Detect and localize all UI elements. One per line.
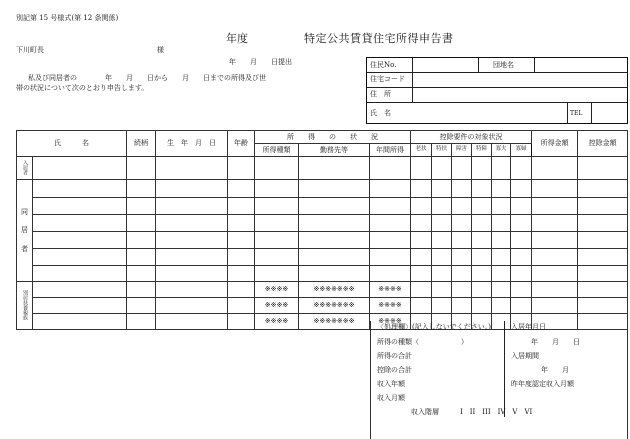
deduction-cell[interactable] bbox=[432, 198, 452, 215]
deduction-amount-cell[interactable] bbox=[578, 249, 628, 266]
relation-cell[interactable] bbox=[127, 298, 156, 314]
income-amount-cell[interactable] bbox=[532, 215, 578, 232]
annual-income-cell[interactable] bbox=[370, 232, 411, 249]
table-row bbox=[17, 157, 628, 180]
workplace-cell[interactable] bbox=[299, 232, 370, 249]
submit-date: 年 月 日提出 bbox=[229, 58, 292, 66]
age-cell[interactable] bbox=[228, 249, 255, 266]
deduction-cell[interactable] bbox=[492, 215, 511, 232]
deduction-amount-header: 控除金額 bbox=[578, 131, 628, 157]
deduction-cell[interactable] bbox=[492, 282, 511, 298]
birth-date-cell[interactable] bbox=[156, 282, 228, 298]
name-cell[interactable] bbox=[33, 298, 127, 314]
birth-date-cell[interactable] bbox=[156, 266, 228, 282]
deduction-cell[interactable] bbox=[432, 249, 452, 266]
office-use-section bbox=[370, 321, 628, 439]
deduction-cell[interactable] bbox=[492, 198, 511, 215]
deduction-cell[interactable] bbox=[472, 198, 492, 215]
table-row bbox=[17, 266, 628, 282]
tenant-side-label: 入居者 bbox=[17, 157, 33, 180]
age-cell[interactable] bbox=[228, 198, 255, 215]
birth-date-cell[interactable] bbox=[156, 180, 228, 198]
deduction-cell[interactable] bbox=[511, 298, 532, 314]
deduction-cell[interactable] bbox=[432, 298, 452, 314]
birth-date-cell[interactable] bbox=[156, 298, 228, 314]
deduction-cell[interactable] bbox=[492, 180, 511, 198]
honorific: 様 bbox=[157, 46, 164, 54]
age-cell[interactable] bbox=[228, 314, 255, 330]
age-cell[interactable] bbox=[228, 282, 255, 298]
deduction-cell[interactable] bbox=[511, 266, 532, 282]
cohabitant-side-label: 同 居 者 bbox=[17, 180, 33, 282]
deduction-cell[interactable] bbox=[472, 282, 492, 298]
name-header: 氏 名 bbox=[17, 131, 127, 157]
name-cell[interactable] bbox=[33, 249, 127, 266]
income-type-cell[interactable] bbox=[255, 266, 299, 282]
deduction-cell[interactable] bbox=[432, 282, 452, 298]
residence-period-value: 年 月 bbox=[541, 366, 569, 374]
deduction-col-0: 老扶 bbox=[411, 144, 432, 157]
income-amount-cell[interactable] bbox=[532, 282, 578, 298]
workplace-header: 勤務先等 bbox=[299, 144, 370, 157]
masked-workplace: ※※※※※※※ bbox=[299, 298, 370, 314]
annual-income-cell[interactable] bbox=[370, 157, 411, 180]
annual-income-cell[interactable] bbox=[370, 180, 411, 198]
deduction-cell[interactable] bbox=[432, 215, 452, 232]
deduction-cell[interactable] bbox=[511, 215, 532, 232]
age-header: 年齢 bbox=[228, 131, 255, 157]
age-cell[interactable] bbox=[228, 298, 255, 314]
tel-label: TEL bbox=[570, 110, 583, 117]
deduction-cell[interactable] bbox=[432, 266, 452, 282]
relation-header: 続柄 bbox=[127, 131, 156, 157]
deduction-cell[interactable] bbox=[511, 180, 532, 198]
address-label: 住 所 bbox=[370, 90, 391, 98]
form-number: 別記第 15 号様式(第 12 条関係) bbox=[16, 14, 119, 22]
relation-cell[interactable] bbox=[127, 282, 156, 298]
age-cell[interactable] bbox=[228, 215, 255, 232]
move-in-date-value: 年 月 日 bbox=[531, 338, 580, 346]
name-cell[interactable] bbox=[33, 282, 127, 298]
table-row bbox=[17, 215, 628, 232]
deduction-cell[interactable] bbox=[452, 180, 472, 198]
applicant-box bbox=[366, 57, 628, 124]
masked-workplace: ※※※※※※※ bbox=[299, 282, 370, 298]
masked-annual-income: ※※※※ bbox=[370, 298, 411, 314]
deduction-cell[interactable] bbox=[472, 298, 492, 314]
relation-cell[interactable] bbox=[127, 266, 156, 282]
deduction-col-4: 寡夫 bbox=[492, 144, 511, 157]
workplace-cell[interactable] bbox=[299, 198, 370, 215]
deduction-cell[interactable] bbox=[411, 198, 432, 215]
addressee: 下川町長 bbox=[16, 46, 44, 54]
name-cell[interactable] bbox=[33, 215, 127, 232]
deduction-cell[interactable] bbox=[511, 157, 532, 180]
deduction-cell[interactable] bbox=[472, 157, 492, 180]
birth-date-header: 生 年 月 日 bbox=[156, 131, 228, 157]
masked-annual-income: ※※※※ bbox=[370, 314, 411, 330]
deduction-cell[interactable] bbox=[511, 232, 532, 249]
deduction-cell[interactable] bbox=[432, 232, 452, 249]
deduction-cell[interactable] bbox=[511, 282, 532, 298]
income-amount-cell[interactable] bbox=[532, 232, 578, 249]
deduction-amount-cell[interactable] bbox=[578, 266, 628, 282]
name-label: 氏 名 bbox=[370, 109, 391, 117]
deduction-cell[interactable] bbox=[511, 198, 532, 215]
income-amount-cell[interactable] bbox=[532, 266, 578, 282]
form-title: 特定公共賃貸住宅所得申告書 bbox=[304, 32, 454, 45]
birth-date-cell[interactable] bbox=[156, 157, 228, 180]
age-cell[interactable] bbox=[228, 266, 255, 282]
masked-income-type: ※※※※ bbox=[255, 282, 299, 298]
birth-date-cell[interactable] bbox=[156, 314, 228, 330]
complex-name-field[interactable] bbox=[535, 58, 627, 71]
deduction-cell[interactable] bbox=[452, 215, 472, 232]
deduction-cell[interactable] bbox=[411, 266, 432, 282]
resident-no-field[interactable] bbox=[413, 58, 477, 71]
income-type-cell[interactable] bbox=[255, 215, 299, 232]
workplace-cell[interactable] bbox=[299, 180, 370, 198]
workplace-cell[interactable] bbox=[299, 157, 370, 180]
income-type-cell[interactable] bbox=[255, 232, 299, 249]
deduction-cell[interactable] bbox=[452, 157, 472, 180]
name-field[interactable] bbox=[413, 103, 566, 122]
masked-annual-income: ※※※※ bbox=[370, 282, 411, 298]
deduction-cell[interactable] bbox=[492, 249, 511, 266]
relation-cell[interactable] bbox=[127, 180, 156, 198]
birth-date-cell[interactable] bbox=[156, 198, 228, 215]
annual-income-cell[interactable] bbox=[370, 266, 411, 282]
deduction-amount-cell[interactable] bbox=[578, 215, 628, 232]
income-grade-values: I II III IV V VI bbox=[460, 408, 533, 416]
annual-income-label: 収入年額 bbox=[377, 380, 405, 388]
name-cell[interactable] bbox=[33, 266, 127, 282]
deduction-cell[interactable] bbox=[472, 232, 492, 249]
complex-name-label: 団地名 bbox=[493, 61, 514, 69]
deduction-cell[interactable] bbox=[472, 249, 492, 266]
masked-income-type: ※※※※ bbox=[255, 298, 299, 314]
deduction-cell[interactable] bbox=[411, 232, 432, 249]
statement-line-1: 私及び同居者の 年 月 日から 月 日までの所得及び世 bbox=[28, 74, 266, 82]
table-row bbox=[17, 232, 628, 249]
age-cell[interactable] bbox=[228, 157, 255, 180]
workplace-cell[interactable] bbox=[299, 266, 370, 282]
workplace-cell[interactable] bbox=[299, 215, 370, 232]
birth-date-cell[interactable] bbox=[156, 215, 228, 232]
name-cell[interactable] bbox=[33, 157, 127, 180]
income-status-header: 所 得 の 状 況 bbox=[255, 131, 411, 144]
deduction-cell[interactable] bbox=[472, 215, 492, 232]
name-cell[interactable] bbox=[33, 314, 127, 330]
deduction-cell[interactable] bbox=[511, 249, 532, 266]
annual-income-cell[interactable] bbox=[370, 198, 411, 215]
deduction-amount-cell[interactable] bbox=[578, 180, 628, 198]
income-amount-cell[interactable] bbox=[532, 249, 578, 266]
income-amount-cell[interactable] bbox=[532, 180, 578, 198]
deduction-cell[interactable] bbox=[411, 215, 432, 232]
income-amount-cell[interactable] bbox=[532, 198, 578, 215]
birth-date-cell[interactable] bbox=[156, 249, 228, 266]
table-row bbox=[17, 249, 628, 266]
tel-field[interactable] bbox=[592, 103, 627, 122]
deduction-cell[interactable] bbox=[432, 180, 452, 198]
deduction-cell[interactable] bbox=[411, 298, 432, 314]
deduction-cell[interactable] bbox=[472, 266, 492, 282]
deduction-cell[interactable] bbox=[452, 198, 472, 215]
office-use-heading: 〈処理欄〉(記入しないでください。) bbox=[377, 323, 491, 331]
income-type-header: 所得種類 bbox=[255, 144, 299, 157]
deduction-cell[interactable] bbox=[411, 180, 432, 198]
name-cell[interactable] bbox=[33, 198, 127, 215]
relation-cell[interactable] bbox=[127, 198, 156, 215]
residence-period-label: 入居期間 bbox=[511, 352, 539, 360]
table-row bbox=[17, 180, 628, 198]
age-cell[interactable] bbox=[228, 180, 255, 198]
statement-line-2: 帯の状況について次のとおり申告します。 bbox=[16, 84, 149, 92]
move-in-date-label: 入居年月日 bbox=[511, 323, 546, 331]
income-grade-label: 収入階層 bbox=[411, 408, 439, 416]
deduction-status-header: 控除要件の対象状況 bbox=[411, 131, 532, 144]
address-field[interactable] bbox=[413, 88, 627, 101]
deduction-cell[interactable] bbox=[492, 298, 511, 314]
masked-income-type: ※※※※ bbox=[255, 314, 299, 330]
income-type-cell[interactable] bbox=[255, 249, 299, 266]
separate-dependent-side-label: 別居扶養親族 bbox=[17, 282, 33, 330]
income-kind-label: 所得の種類（ ） bbox=[377, 338, 468, 346]
deduction-cell[interactable] bbox=[492, 266, 511, 282]
resident-no-label: 住民No. bbox=[370, 61, 397, 69]
relation-cell[interactable] bbox=[127, 249, 156, 266]
relation-cell[interactable] bbox=[127, 157, 156, 180]
age-cell[interactable] bbox=[228, 232, 255, 249]
deduction-cell[interactable] bbox=[452, 249, 472, 266]
monthly-income-label: 収入月額 bbox=[377, 394, 405, 402]
deduction-amount-cell[interactable] bbox=[578, 282, 628, 298]
income-type-cell[interactable] bbox=[255, 180, 299, 198]
deduction-cell[interactable] bbox=[492, 232, 511, 249]
deduction-amount-cell[interactable] bbox=[578, 298, 628, 314]
deduction-total-label: 控除の合計 bbox=[377, 366, 412, 374]
deduction-cell[interactable] bbox=[432, 157, 452, 180]
deduction-cell[interactable] bbox=[452, 266, 472, 282]
deduction-col-1: 特扶 bbox=[432, 144, 452, 157]
annual-income-cell[interactable] bbox=[370, 249, 411, 266]
income-amount-cell[interactable] bbox=[532, 298, 578, 314]
deduction-col-2: 障害 bbox=[452, 144, 472, 157]
name-cell[interactable] bbox=[33, 232, 127, 249]
income-amount-cell[interactable] bbox=[532, 157, 578, 180]
deduction-cell[interactable] bbox=[411, 282, 432, 298]
table-row bbox=[17, 298, 628, 314]
birth-date-cell[interactable] bbox=[156, 232, 228, 249]
household-income-table bbox=[16, 130, 628, 330]
annual-income-header: 年間所得 bbox=[370, 144, 411, 157]
deduction-cell[interactable] bbox=[411, 157, 432, 180]
fiscal-year-label: 年度 bbox=[226, 32, 248, 45]
housing-code-field[interactable] bbox=[413, 73, 627, 86]
deduction-cell[interactable] bbox=[452, 232, 472, 249]
deduction-cell[interactable] bbox=[411, 249, 432, 266]
table-row bbox=[17, 282, 628, 298]
table-row bbox=[17, 198, 628, 215]
deduction-cell[interactable] bbox=[452, 282, 472, 298]
income-total-label: 所得の合計 bbox=[377, 352, 412, 360]
relation-cell[interactable] bbox=[127, 314, 156, 330]
deduction-cell[interactable] bbox=[492, 157, 511, 180]
income-type-cell[interactable] bbox=[255, 198, 299, 215]
income-amount-header: 所得金額 bbox=[532, 131, 578, 157]
workplace-cell[interactable] bbox=[299, 249, 370, 266]
masked-workplace: ※※※※※※※ bbox=[299, 314, 370, 330]
relation-cell[interactable] bbox=[127, 215, 156, 232]
deduction-amount-cell[interactable] bbox=[578, 157, 628, 180]
deduction-cell[interactable] bbox=[472, 180, 492, 198]
deduction-amount-cell[interactable] bbox=[578, 198, 628, 215]
annual-income-cell[interactable] bbox=[370, 215, 411, 232]
income-type-cell[interactable] bbox=[255, 157, 299, 180]
deduction-col-5: 寡婦 bbox=[511, 144, 532, 157]
name-cell[interactable] bbox=[33, 180, 127, 198]
deduction-amount-cell[interactable] bbox=[578, 232, 628, 249]
relation-cell[interactable] bbox=[127, 232, 156, 249]
deduction-col-3: 特障 bbox=[472, 144, 492, 157]
housing-code-label: 住宅コード bbox=[370, 75, 405, 83]
certified-income-label: 昨年度認定収入月額 bbox=[511, 380, 574, 388]
deduction-cell[interactable] bbox=[452, 298, 472, 314]
